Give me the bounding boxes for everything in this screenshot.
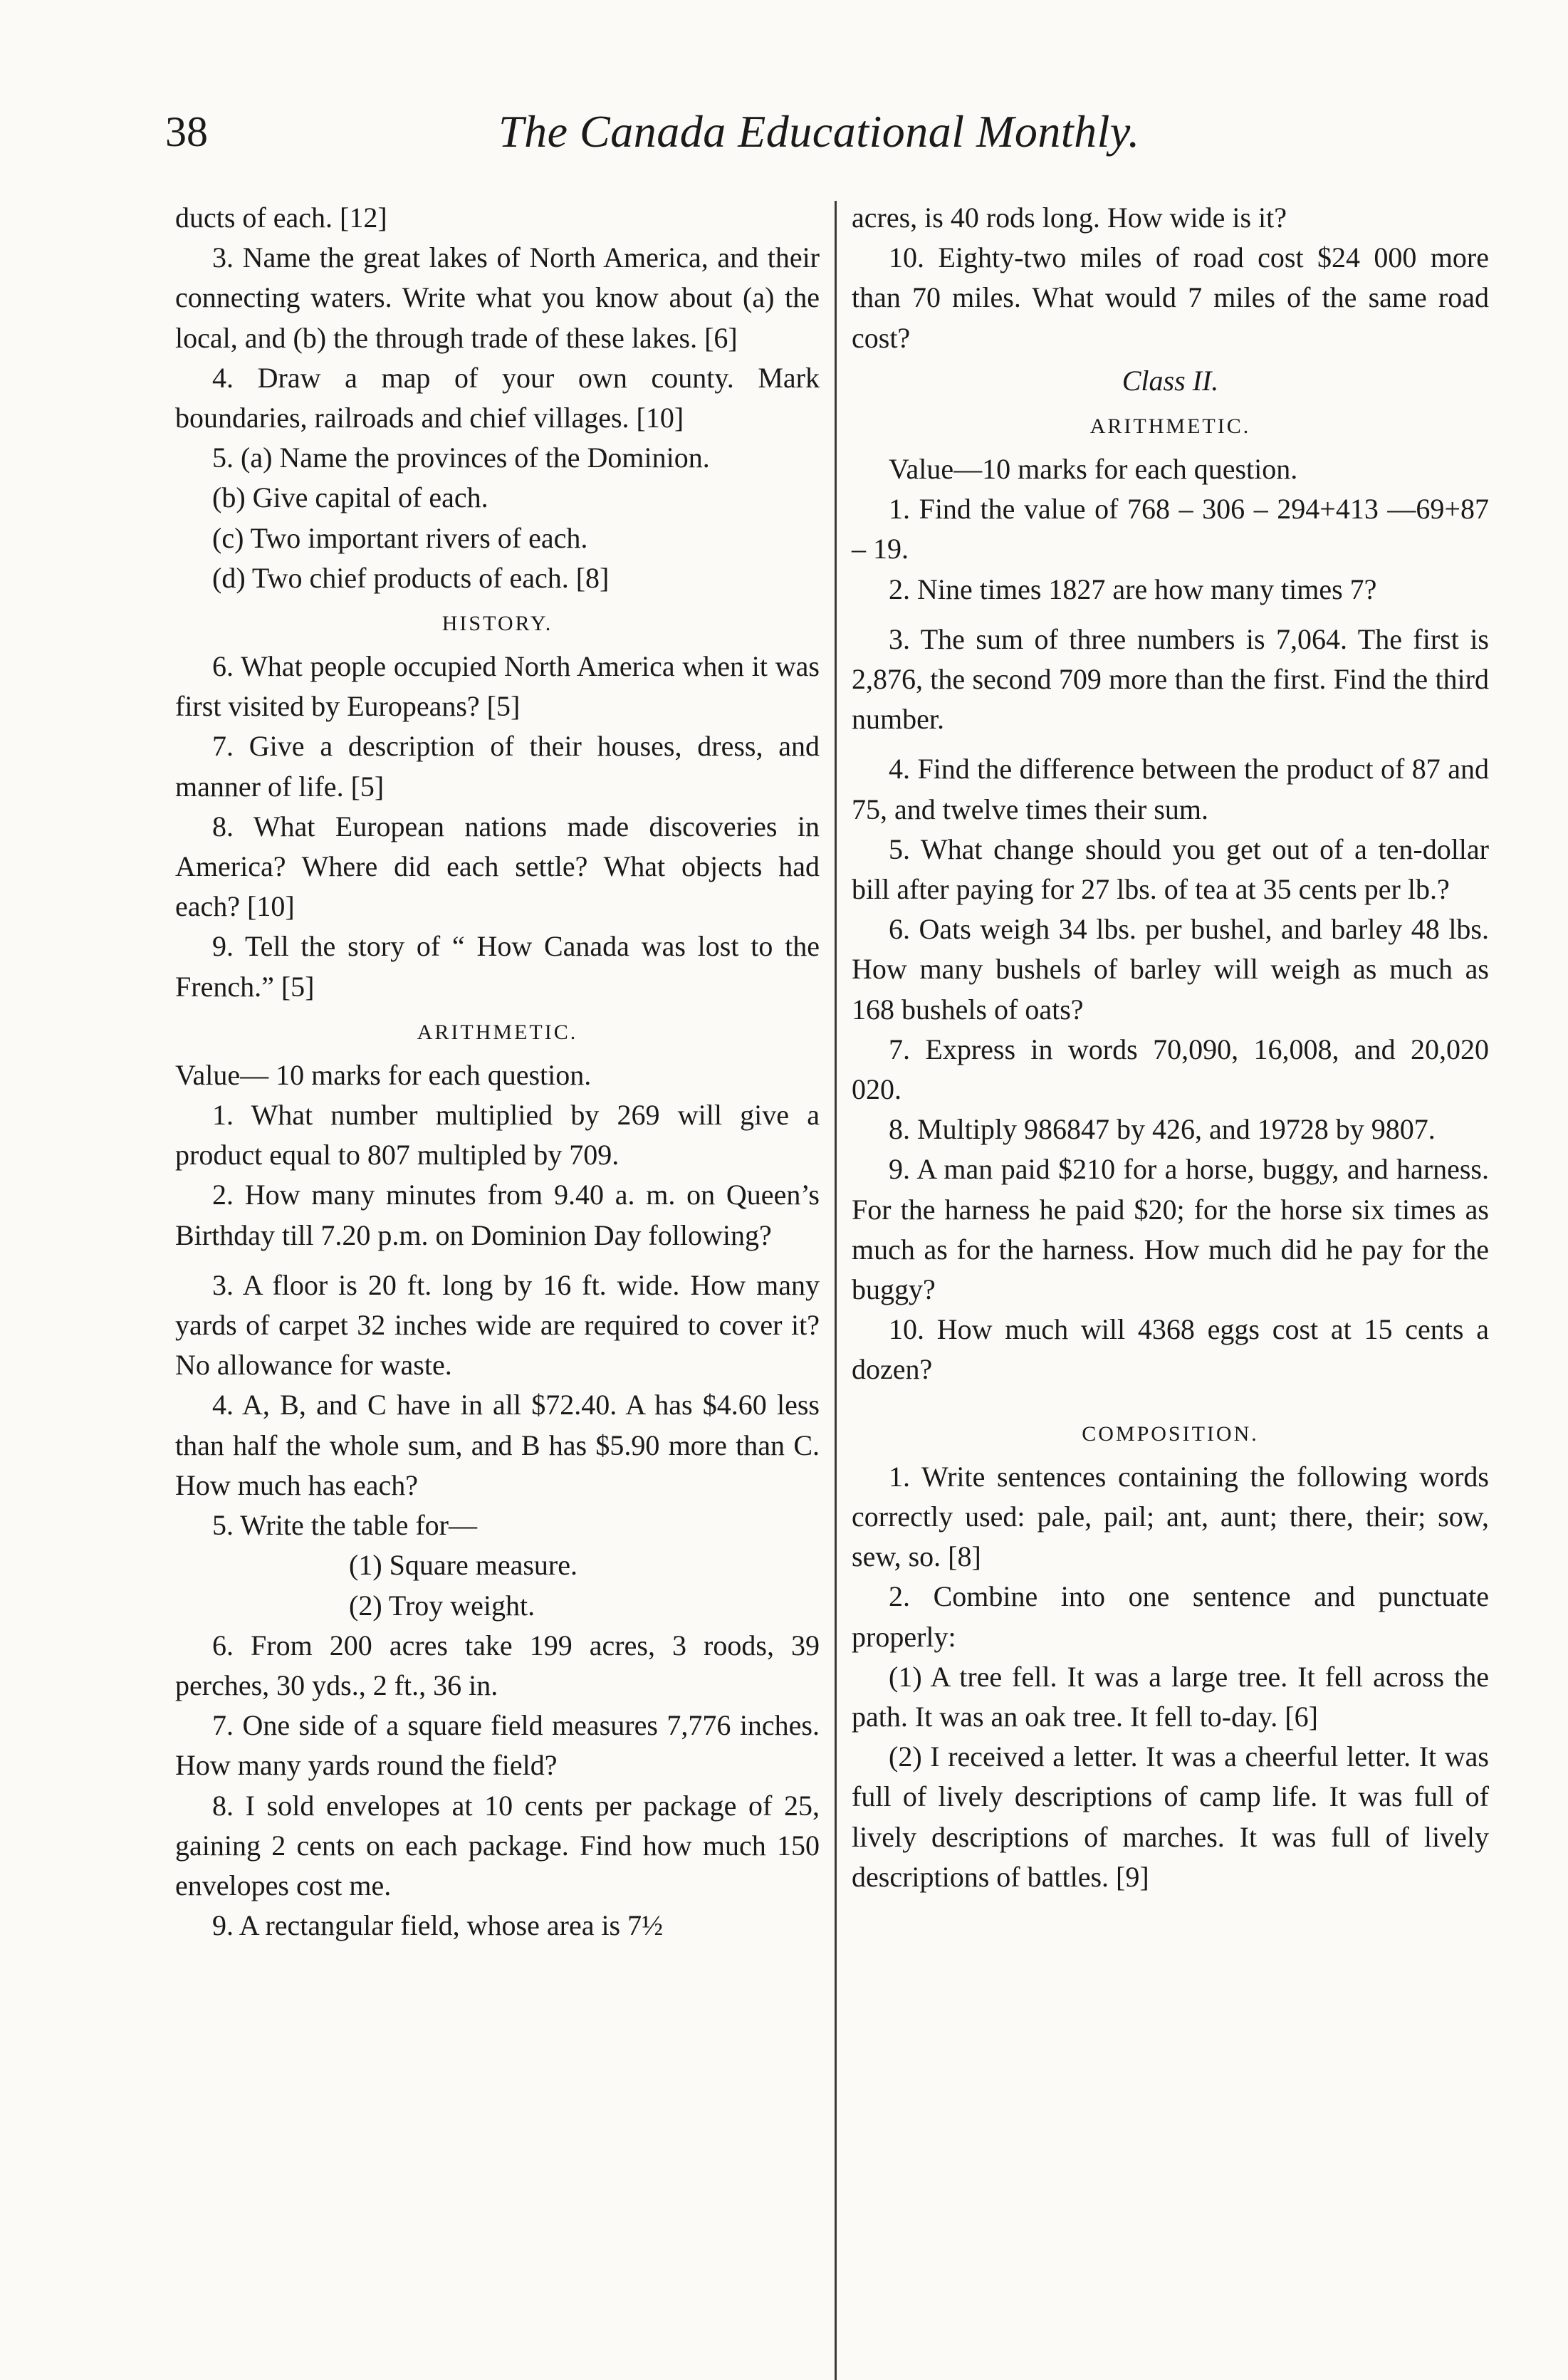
question: 8. I sold envelopes at 10 cents per package of 25, gaining 2 cents on each package. Find how much 150 envelopes cost me. bbox=[175, 1789, 820, 1901]
question: 10. How much will 4368 eggs cost at 15 cents a dozen? bbox=[852, 1313, 1489, 1386]
paragraph: ducts of each. [12] bbox=[175, 202, 387, 234]
question: 5. Write the table for— bbox=[212, 1509, 477, 1542]
question: 5. What change should you get out of a ten-dollar bill after paying for 27 lbs. of tea at 35 cents per lb.? bbox=[852, 833, 1489, 906]
sub-question: (1) A tree fell. It was a large tree. It fell across the path. It was an oak tree. It fell to-day. [6] bbox=[852, 1660, 1489, 1733]
question: 9. A rectangular field, whose area is 7½ bbox=[212, 1909, 664, 1942]
page-number: 38 bbox=[165, 108, 208, 155]
column-divider bbox=[835, 201, 837, 2380]
question: 8. Multiply 986847 by 426, and 19728 by 9807. bbox=[889, 1113, 1436, 1146]
question: 7. Express in words 70,090, 16,008, and 20,020 020. bbox=[852, 1033, 1489, 1106]
question: 1. Find the value of 768 – 306 – 294+413 —69+87 – 19. bbox=[852, 493, 1489, 565]
section-heading: ARITHMETIC. bbox=[417, 1020, 578, 1044]
journal-title: The Canada Educational Monthly. bbox=[498, 106, 1140, 157]
question: 4. A, B, and C have in all $72.40. A has $4.60 less than half the whole sum, and B has $5.90 more than C. How much has each? bbox=[175, 1389, 820, 1501]
sub-question: (b) Give capital of each. bbox=[212, 481, 488, 514]
question: 9. Tell the story of “ How Canada was lost to the French.” [5] bbox=[175, 930, 820, 1003]
section-heading: HISTORY. bbox=[441, 612, 553, 636]
page-header bbox=[0, 100, 1568, 164]
section-heading: ARITHMETIC. bbox=[1089, 414, 1251, 439]
question: 5. (a) Name the provinces of the Dominion. bbox=[212, 442, 710, 474]
class-heading: Class II. bbox=[1122, 364, 1219, 397]
question: 6. What people occupied North America when it was first visited by Europeans? [5] bbox=[175, 650, 820, 723]
question: 1. What number multiplied by 269 will give a product equal to 807 multipled by 709. bbox=[175, 1099, 820, 1171]
question: 9. A man paid $210 for a horse, buggy, and harness. For the harness he paid $20; for the horse six times as much as for the harness. How much did he pay for the buggy? bbox=[852, 1153, 1489, 1306]
sub-question: (d) Two chief products of each. [8] bbox=[212, 561, 610, 594]
left-column bbox=[175, 198, 820, 1946]
sub-question: (c) Two important rivers of each. bbox=[212, 521, 588, 554]
table-item: (2) Troy weight. bbox=[349, 1589, 535, 1622]
table-item: (1) Square measure. bbox=[349, 1549, 577, 1582]
value-note: Value— 10 marks for each question. bbox=[175, 1058, 592, 1091]
question: 7. Give a description of their houses, dress, and manner of life. [5] bbox=[175, 730, 820, 803]
paragraph: acres, is 40 rods long. How wide is it? bbox=[852, 202, 1287, 234]
question: 8. What European nations made discoveries in America? Where did each settle? What objects had each? [10] bbox=[175, 810, 820, 923]
question: 1. Write sentences containing the following words correctly used: pale, pail; ant, aunt; there, their; sow, sew, so. [8] bbox=[852, 1460, 1489, 1573]
question: 2. How many minutes from 9.40 a. m. on Queen’s Birthday till 7.20 p.m. on Dominion Day following? bbox=[175, 1179, 820, 1251]
right-column bbox=[852, 198, 1489, 1897]
question: 2. Nine times 1827 are how many times 7? bbox=[889, 573, 1377, 605]
question: 2. Combine into one sentence and punctuate properly: bbox=[852, 1580, 1489, 1653]
question: 3. A floor is 20 ft. long by 16 ft. wide. How many yards of carpet 32 inches wide are required to cover it? No allowance for waste. bbox=[175, 1268, 820, 1382]
question: 7. One side of a square field measures 7,776 inches. How many yards round the field? bbox=[175, 1709, 820, 1782]
question: 6. Oats weigh 34 lbs. per bushel, and barley 48 lbs. How many bushels of barley will weigh as much as 168 bushels of oats? bbox=[852, 913, 1489, 1025]
question: 4. Draw a map of your own county. Mark boundaries, railroads and chief villages. [10] bbox=[175, 361, 820, 434]
sub-question: (2) I received a letter. It was a cheerful letter. It was full of lively descriptions of camp life. It was full of lively descriptions of marches. It was full of lively descriptions of battles. [9] bbox=[852, 1740, 1489, 1893]
question: 4. Find the difference between the product of 87 and 75, and twelve times their sum. bbox=[852, 753, 1489, 825]
value-note: Value—10 marks for each question. bbox=[889, 453, 1298, 486]
question: 6. From 200 acres take 199 acres, 3 roods, 39 perches, 30 yds., 2 ft., 36 in. bbox=[175, 1629, 820, 1701]
question: 3. Name the great lakes of North America, and their connecting waters. Write what you know about (a) the local, and (b) the through trade of these lakes. [6] bbox=[175, 241, 820, 354]
section-heading: COMPOSITION. bbox=[1082, 1421, 1259, 1446]
question: 10. Eighty-two miles of road cost $24 000 more than 70 miles. What would 7 miles of the same road cost? bbox=[852, 241, 1489, 354]
question: 3. The sum of three numbers is 7,064. The first is 2,876, the second 709 more than the first. Find the third number. bbox=[852, 622, 1489, 736]
